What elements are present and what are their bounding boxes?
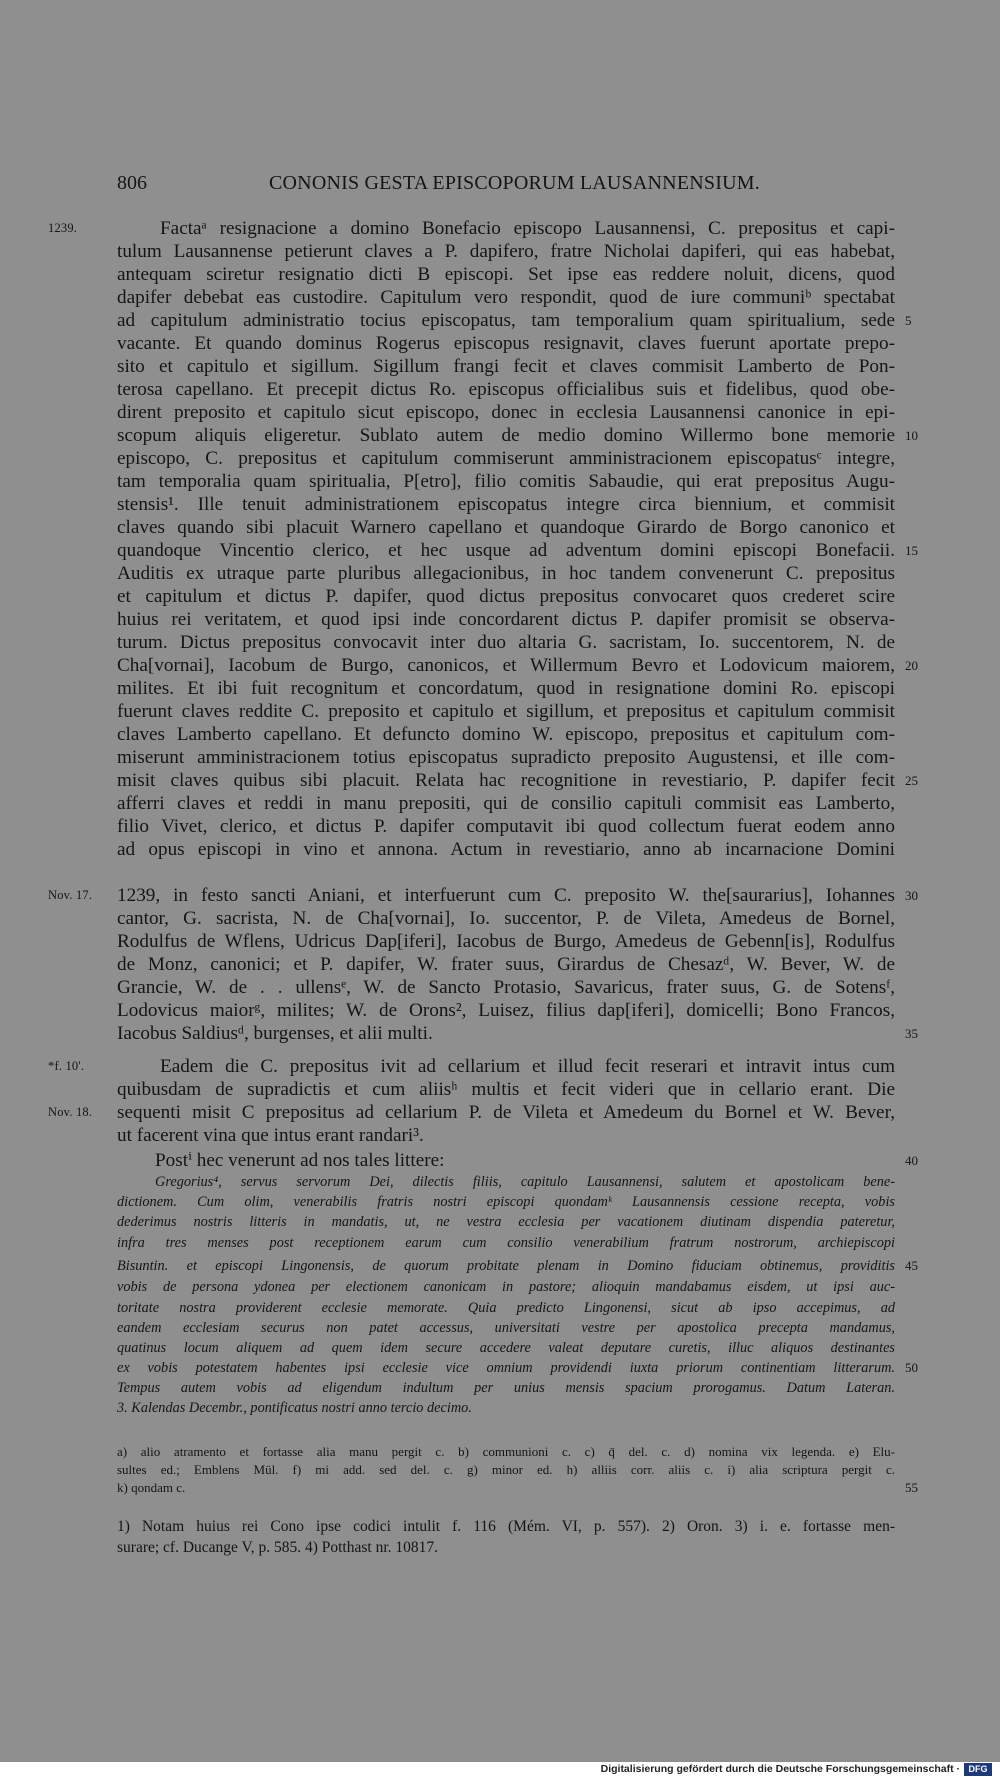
body-line: Postⁱ hec venerunt ad nos tales littere: <box>155 1150 445 1171</box>
letter-line: quatinus locum aliquem ad quem idem secure accedere valeat deputare curetis, illuc aliquos destinantes <box>117 1340 895 1356</box>
running-title: CONONIS GESTA EPISCOPORUM LAUSANNENSIUM. <box>269 172 760 194</box>
letter-line: Bisuntin. et episcopi Lingonensis, de quorum probitate plenam in Domino fiduciam obtinemus, providitis <box>117 1258 895 1274</box>
body-line: afferri claves et reddi in manu prepositi, qui de consilio capituli commisit eas Lamberto, <box>117 793 895 814</box>
body-line: quandoque Vincentio clerico, et hec usque ad adventum domini episcopi Bonefacii. <box>117 540 895 561</box>
body-line: Cha[vornai], Iacobum de Burgo, canonicos, et Willermum Bevro et Lodovicum maiorem, <box>117 655 895 676</box>
body-line: milites. Et ibi fuit recognitum et concordatum, quod in resignatione domini Ro. episcopi <box>117 678 895 699</box>
letter-line: toritate nostra providerent ecclesie memorate. Quia predicto Lingonensi, sicut ab ipso accepimus, ad <box>117 1300 895 1316</box>
line-number: 20 <box>905 658 918 673</box>
line-number: 5 <box>905 313 912 328</box>
margin-date-nov17: Nov. 17. <box>48 888 93 902</box>
line-number: 25 <box>905 773 918 788</box>
line-number: 10 <box>905 428 918 443</box>
page-header <box>117 172 897 202</box>
body-line: de Monz, canonici; et P. dapifer, W. frater suus, Girardus de Chesazᵈ, W. Bever, W. de <box>117 954 895 975</box>
body-line: scopum aliquis eligeretur. Sublato autem de medio domino Willermo bone memorie <box>117 425 895 446</box>
body-line: antequam sciretur resignatio dicti B episcopi. Set ipse eas reddere noluit, dicens, quod <box>117 264 895 285</box>
line-number: 15 <box>905 543 918 558</box>
body-line: terosa capellano. Et precepit dictus Ro. episcopus officialibus suis et fidelibus, quod obe- <box>117 379 895 400</box>
body-line: quibusdam de supradictis et cum aliisʰ multis et fecit videri que in cellario erant. Die <box>117 1079 895 1100</box>
body-line: filio Vivet, clerico, et dictus P. dapifer computavit ibi quod collectum fuerat eodem anno <box>117 816 895 837</box>
dfg-logo: DFG <box>964 1763 992 1776</box>
body-line: cantor, G. sacrista, N. de Cha[vornai], Io. succentor, P. de Vileta, Amedeus de Bornel, <box>117 908 895 929</box>
line-number: 55 <box>905 1480 918 1495</box>
margin-date-1239: 1239. <box>48 221 78 235</box>
line-number: 50 <box>905 1360 918 1375</box>
funding-note: Digitalisierung gefördert durch die Deutsche Forschungsgemeinschaft · <box>600 1763 960 1775</box>
line-number: 45 <box>905 1258 918 1273</box>
critical-note-line: k) qondam c. <box>117 1480 186 1495</box>
body-line: episcopo, C. prepositus et capitulum commiserunt amministracionem episcopatusᶜ integre, <box>117 448 895 469</box>
letter-line: Gregorius⁴, servus servorum Dei, dilectis filiis, capitulo Lausannensi, salutem et apostolicam bene- <box>155 1174 895 1190</box>
body-line: Grancie, W. de . . ullensᵉ, W. de Sancto Protasio, Savaricus, frater suus, G. de Sotensᶠ, <box>117 977 895 998</box>
body-line: vacante. Et quando dominus Rogerus episcopus resignavit, claves fuerunt aportate prepo- <box>117 333 895 354</box>
body-line: Eadem die C. prepositus ivit ad cellarium et illud fecit reserari et intravit intus cum <box>160 1056 895 1077</box>
body-line: Iacobus Saldiusᵈ, burgenses, et alii multi. <box>117 1023 433 1044</box>
body-line: ad opus episcopi in vino et annona. Actum in revestiario, anno ab incarnacione Domini <box>117 839 895 860</box>
margin-folio-ref: *f. 10'. <box>48 1059 85 1073</box>
body-line: dirent preposito et capitulo sicut episcopo, donec in ecclesia Lausannensi canonice in epi- <box>117 402 895 423</box>
footnote-line: surare; cf. Ducange V, p. 585. 4) Potthast nr. 10817. <box>117 1539 439 1556</box>
body-line: stensis¹. Ille tenuit administrationem episcopatus integre circa biennium, et commisit <box>117 494 895 515</box>
body-line: claves Lamberto capellano. Et defuncto domino W. episcopo, prepositus et capitulum com- <box>117 724 895 745</box>
letter-line: vobis de persona ydonea per electionem canonicam in pastore; alioquin mandabamus eisdem, ut ipsi auc- <box>117 1279 895 1295</box>
body-line: sequenti misit C prepositus ad cellarium P. de Vileta et Amedeum du Bornel et W. Bever, <box>117 1102 895 1123</box>
footnote-line: 1) Notam huius rei Cono ipse codici intulit f. 116 (Mém. VI, p. 557). 2) Oron. 3) i. e. fortasse men- <box>117 1518 895 1535</box>
body-line: turum. Dictus prepositus convocavit inter duo altaria G. sacristam, Io. succentorem, N. de <box>117 632 895 653</box>
body-line: tam temporalia quam spiritualia, P[etro], filio comitis Sabaudie, qui erat prepositus Augu- <box>117 471 895 492</box>
body-line: huius rei veritatem, et quod ipsi inde concordarent dictus P. dapifer promisit se observa- <box>117 609 895 630</box>
letter-line: 3. Kalendas Decembr., pontificatus nostri anno tercio decimo. <box>117 1400 472 1416</box>
letter-line: infra tres menses post receptionem earum cum consilio venerabilium fratrum nostrorum, archiepiscopi <box>117 1235 895 1251</box>
page-number: 806 <box>117 172 147 194</box>
letter-line: Tempus autem vobis ad eligendum indultum per unius mensis spacium prorogamus. Datum Lateran. <box>117 1380 895 1396</box>
body-line: Lodovicus maiorᵍ, milites; W. de Orons², Luisez, filius dap[iferi], domicelli; Bono Francos, <box>117 1000 895 1021</box>
body-line: claves quando sibi placuit Warnero capellano et quandoque Girardo de Borgo canonico et <box>117 517 895 538</box>
body-line: dapifer debebat eas custodire. Capitulum vero respondit, quod de iure communiᵇ spectabat <box>117 287 895 308</box>
critical-note-line: a) alio atramento et fortasse alia manu pergit c. b) communioni c. c) q̄ del. c. d) nomina vix legenda. e) Elu- <box>117 1444 895 1459</box>
body-line: et capitulum et dictus P. dapifer, quod dictus prepositus convocaret quos crederet scire <box>117 586 895 607</box>
line-number: 30 <box>905 888 918 903</box>
letter-line: eandem ecclesiam securus non patet accessus, universitati vestre per apostolica precepta mandamus, <box>117 1320 895 1336</box>
line-number: 35 <box>905 1026 918 1041</box>
body-line: miserunt amministracionem totius episcopatus supradicto preposito Augustensi, et ille com- <box>117 747 895 768</box>
body-line: tulum Lausannense petierunt claves a P. dapifero, fratre Nicholai dapiferi, qui eas habebat, <box>117 241 895 262</box>
body-line: Factaᵃ resignacione a domino Bonefacio episcopo Lausannensi, C. prepositus et capi- <box>160 218 895 239</box>
letter-line: ex vobis potestatem habentes ipsi ecclesie vice omnium providendi iuxta priorum continentiam litterarum. <box>117 1360 895 1376</box>
body-line: misit claves quibus sibi placuit. Relata hac recognitione in revestiario, P. dapifer fecit <box>117 770 895 791</box>
body-line: 1239, in festo sancti Aniani, et interfuerunt cum C. preposito W. the[saurarius], Iohannes <box>117 885 895 906</box>
body-line: ut facerent vina que intus erant randari³. <box>117 1125 424 1146</box>
body-line: Auditis ex utraque parte pluribus allegacionibus, in hoc tandem convenerunt C. prepositus <box>117 563 895 584</box>
letter-line: dictionem. Cum olim, venerabilis fratris nostri episcopi quondamᵏ Lausannensis cessione recepta, vobis <box>117 1194 895 1210</box>
margin-date-nov18: Nov. 18. <box>48 1105 93 1119</box>
letter-line: dederimus nostris litteris in mandatis, ut, ne vestra ecclesia per vacationem diutinam dispendia pateretur, <box>117 1214 895 1230</box>
body-line: sito et capitulo et sigillum. Sigillum frangi fecit et claves commisit Lamberto de Pon- <box>117 356 895 377</box>
critical-note-line: sultes ed.; Emblens Mül. f) mi add. sed del. c. g) minor ed. h) alliis corr. aliis c. i) alia scriptura pergit c. <box>117 1462 895 1477</box>
body-line: ad capitulum administratio tocius episcopatus, tam temporalium quam spiritualium, sede <box>117 310 895 331</box>
line-number: 40 <box>905 1153 918 1168</box>
body-line: fuerunt claves reddite C. preposito et capitulo et sigillum, et prepositus et capitulum commisit <box>117 701 895 722</box>
body-line: Rodulfus de Wflens, Udricus Dap[iferi], Iacobus de Burgo, Amedeus de Gebenn[is], Rodulfus <box>117 931 895 952</box>
